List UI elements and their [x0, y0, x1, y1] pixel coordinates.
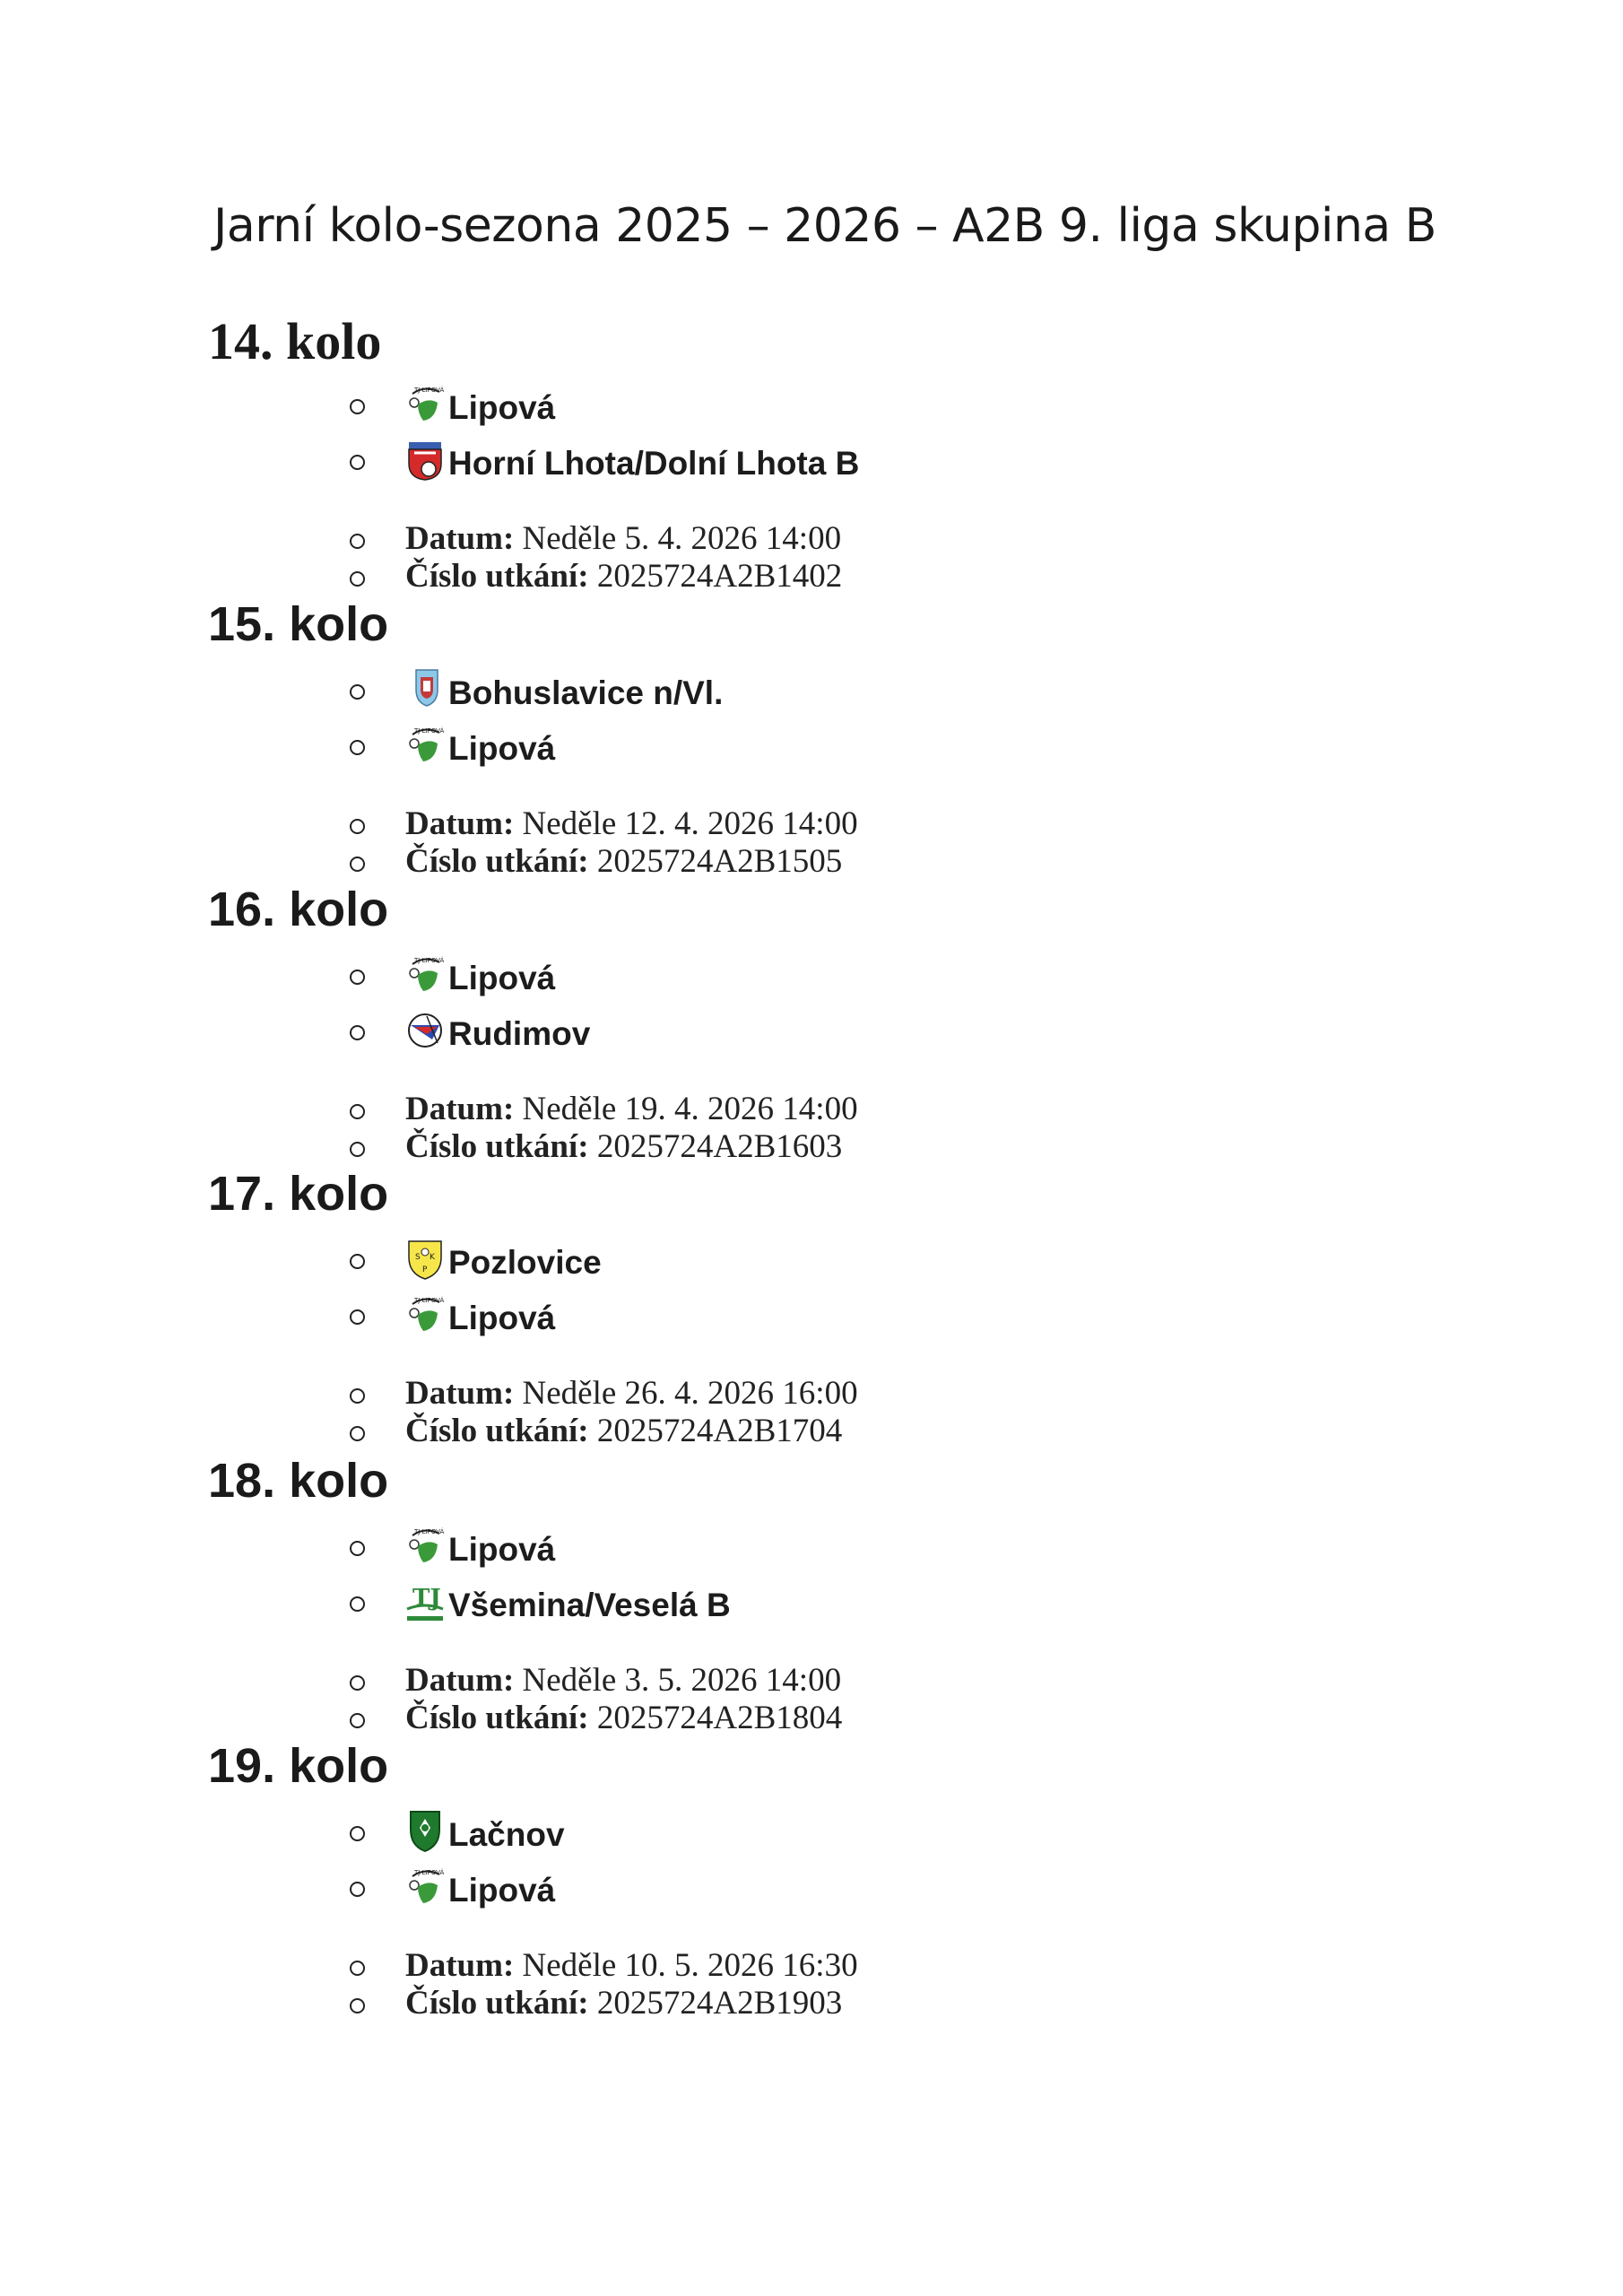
- home-team: [405, 1521, 555, 1568]
- team-name: Lipová: [448, 1872, 556, 1909]
- match-date-value: Neděle 10. 5. 2026 16:30: [522, 1947, 858, 1984]
- match-number: [405, 1700, 842, 1736]
- round-heading: 18. kolo: [208, 1454, 389, 1508]
- bullet-icon: [350, 534, 365, 549]
- round-heading: 16. kolo: [208, 883, 389, 936]
- bullet-icon: [350, 1541, 365, 1556]
- match-date: [405, 1091, 858, 1127]
- bullet-icon: [350, 1713, 365, 1728]
- lacnov-crest-icon: [405, 1808, 448, 1853]
- svg-text:S: S: [415, 1253, 421, 1262]
- svg-text:TJ LIPOVÁ: TJ LIPOVÁ: [414, 727, 445, 735]
- match-date: [405, 806, 858, 842]
- match-date-value: Neděle 26. 4. 2026 16:00: [522, 1375, 858, 1412]
- svg-text:TJ LIPOVÁ: TJ LIPOVÁ: [414, 1869, 445, 1876]
- svg-text:K: K: [430, 1253, 435, 1262]
- bullet-icon: [350, 1426, 365, 1441]
- bohuslavice-crest-icon: [405, 666, 448, 711]
- bullet-icon: [350, 1675, 365, 1691]
- home-team: [405, 665, 723, 711]
- lipova-crest-icon: [405, 1292, 448, 1336]
- match-number-label: Číslo utkání:: [405, 843, 589, 880]
- home-team: [405, 379, 555, 426]
- bullet-icon: [350, 1104, 365, 1119]
- match-number-value: 2025724A2B1704: [596, 1413, 843, 1449]
- svg-text:TJ LIPOVÁ: TJ LIPOVÁ: [414, 1297, 445, 1304]
- page-title: Jarní kolo-sezona 2025 – 2026 – A2B 9. liga skupina B: [213, 199, 1436, 253]
- team-name: Lačnov: [448, 1816, 565, 1853]
- svg-text:TJ LIPOVÁ: TJ LIPOVÁ: [414, 957, 445, 964]
- bullet-icon: [350, 455, 365, 470]
- round-heading: 17. kolo: [208, 1167, 389, 1221]
- match-number-value: 2025724A2B1505: [596, 843, 843, 880]
- home-team: [405, 1234, 602, 1281]
- lipova-crest-icon: [405, 1864, 448, 1909]
- bullet-icon: [350, 1826, 365, 1841]
- round-heading: 14. kolo: [208, 312, 382, 370]
- match-date-value: Neděle 12. 4. 2026 14:00: [522, 805, 858, 842]
- match-date-value: Neděle 19. 4. 2026 14:00: [522, 1091, 858, 1127]
- match-number: [405, 1986, 842, 2022]
- svg-text:TJ LIPOVÁ: TJ LIPOVÁ: [414, 387, 445, 394]
- match-date: [405, 521, 841, 557]
- bullet-icon: [350, 740, 365, 755]
- match-date-label: Datum:: [405, 805, 515, 842]
- away-team: [405, 1005, 590, 1052]
- away-team: [405, 720, 555, 767]
- match-number: [405, 1413, 842, 1449]
- lipova-crest-icon: [405, 722, 448, 767]
- bullet-icon: [350, 1388, 365, 1404]
- bullet-icon: [350, 819, 365, 834]
- bullet-icon: [350, 1961, 365, 1976]
- away-team: [405, 1290, 555, 1336]
- match-date: [405, 1948, 858, 1984]
- rudimov-crest-icon: [405, 1007, 448, 1052]
- match-number-value: 2025724A2B1903: [596, 1985, 843, 2022]
- match-number: [405, 1129, 842, 1165]
- team-name: Všemina/Veselá B: [448, 1587, 731, 1623]
- team-name: Lipová: [448, 389, 556, 426]
- match-date-value: Neděle 5. 4. 2026 14:00: [522, 520, 842, 557]
- match-date-label: Datum:: [405, 520, 515, 557]
- match-number-label: Číslo utkání:: [405, 1413, 589, 1449]
- bullet-icon: [350, 1309, 365, 1325]
- match-number-value: 2025724A2B1603: [596, 1128, 843, 1165]
- lipova-crest-icon: [405, 1523, 448, 1568]
- lipova-crest-icon: [405, 952, 448, 996]
- match-number: [405, 559, 842, 595]
- match-number-label: Číslo utkání:: [405, 558, 589, 595]
- bullet-icon: [350, 1254, 365, 1269]
- team-name: Bohuslavice n/Vl.: [448, 674, 724, 711]
- lipova-crest-icon: [405, 381, 448, 426]
- svg-text:P: P: [422, 1265, 428, 1274]
- bullet-icon: [350, 857, 365, 872]
- home-team: [405, 950, 555, 996]
- match-date: [405, 1663, 841, 1699]
- bullet-icon: [350, 571, 365, 587]
- bullet-icon: [350, 1596, 365, 1612]
- match-number: [405, 844, 842, 880]
- vsemina-crest-icon: [405, 1578, 448, 1623]
- bullet-icon: [350, 1142, 365, 1157]
- round-heading: 19. kolo: [208, 1739, 389, 1793]
- horni-lhota-crest-icon: [405, 437, 448, 482]
- round-heading: 15. kolo: [208, 597, 389, 651]
- team-name: Lipová: [448, 1531, 556, 1568]
- match-date-label: Datum:: [405, 1375, 515, 1412]
- svg-text:TJ: TJ: [412, 1585, 441, 1612]
- match-date-value: Neděle 3. 5. 2026 14:00: [522, 1662, 842, 1699]
- match-number-value: 2025724A2B1402: [596, 558, 843, 595]
- match-number-value: 2025724A2B1804: [596, 1700, 843, 1736]
- svg-text:TJ LIPOVÁ: TJ LIPOVÁ: [414, 1528, 445, 1535]
- bullet-icon: [350, 684, 365, 700]
- match-date-label: Datum:: [405, 1662, 515, 1699]
- team-name: Lipová: [448, 1300, 556, 1336]
- bullet-icon: [350, 970, 365, 985]
- match-number-label: Číslo utkání:: [405, 1128, 589, 1165]
- match-date: [405, 1376, 858, 1412]
- bullet-icon: [350, 1025, 365, 1040]
- match-date-label: Datum:: [405, 1947, 515, 1984]
- team-name: Pozlovice: [448, 1244, 602, 1281]
- home-team: [405, 1806, 565, 1853]
- pozlovice-crest-icon: [405, 1236, 448, 1281]
- bullet-icon: [350, 1998, 365, 2013]
- team-name: Horní Lhota/Dolní Lhota B: [448, 445, 860, 482]
- away-team: [405, 1577, 731, 1623]
- team-name: Lipová: [448, 960, 556, 996]
- bullet-icon: [350, 1882, 365, 1897]
- match-date-label: Datum:: [405, 1091, 515, 1127]
- team-name: Rudimov: [448, 1015, 591, 1052]
- team-name: Lipová: [448, 730, 556, 767]
- bullet-icon: [350, 399, 365, 414]
- away-team: [405, 435, 859, 482]
- match-number-label: Číslo utkání:: [405, 1985, 589, 2022]
- match-number-label: Číslo utkání:: [405, 1700, 589, 1736]
- away-team: [405, 1862, 555, 1909]
